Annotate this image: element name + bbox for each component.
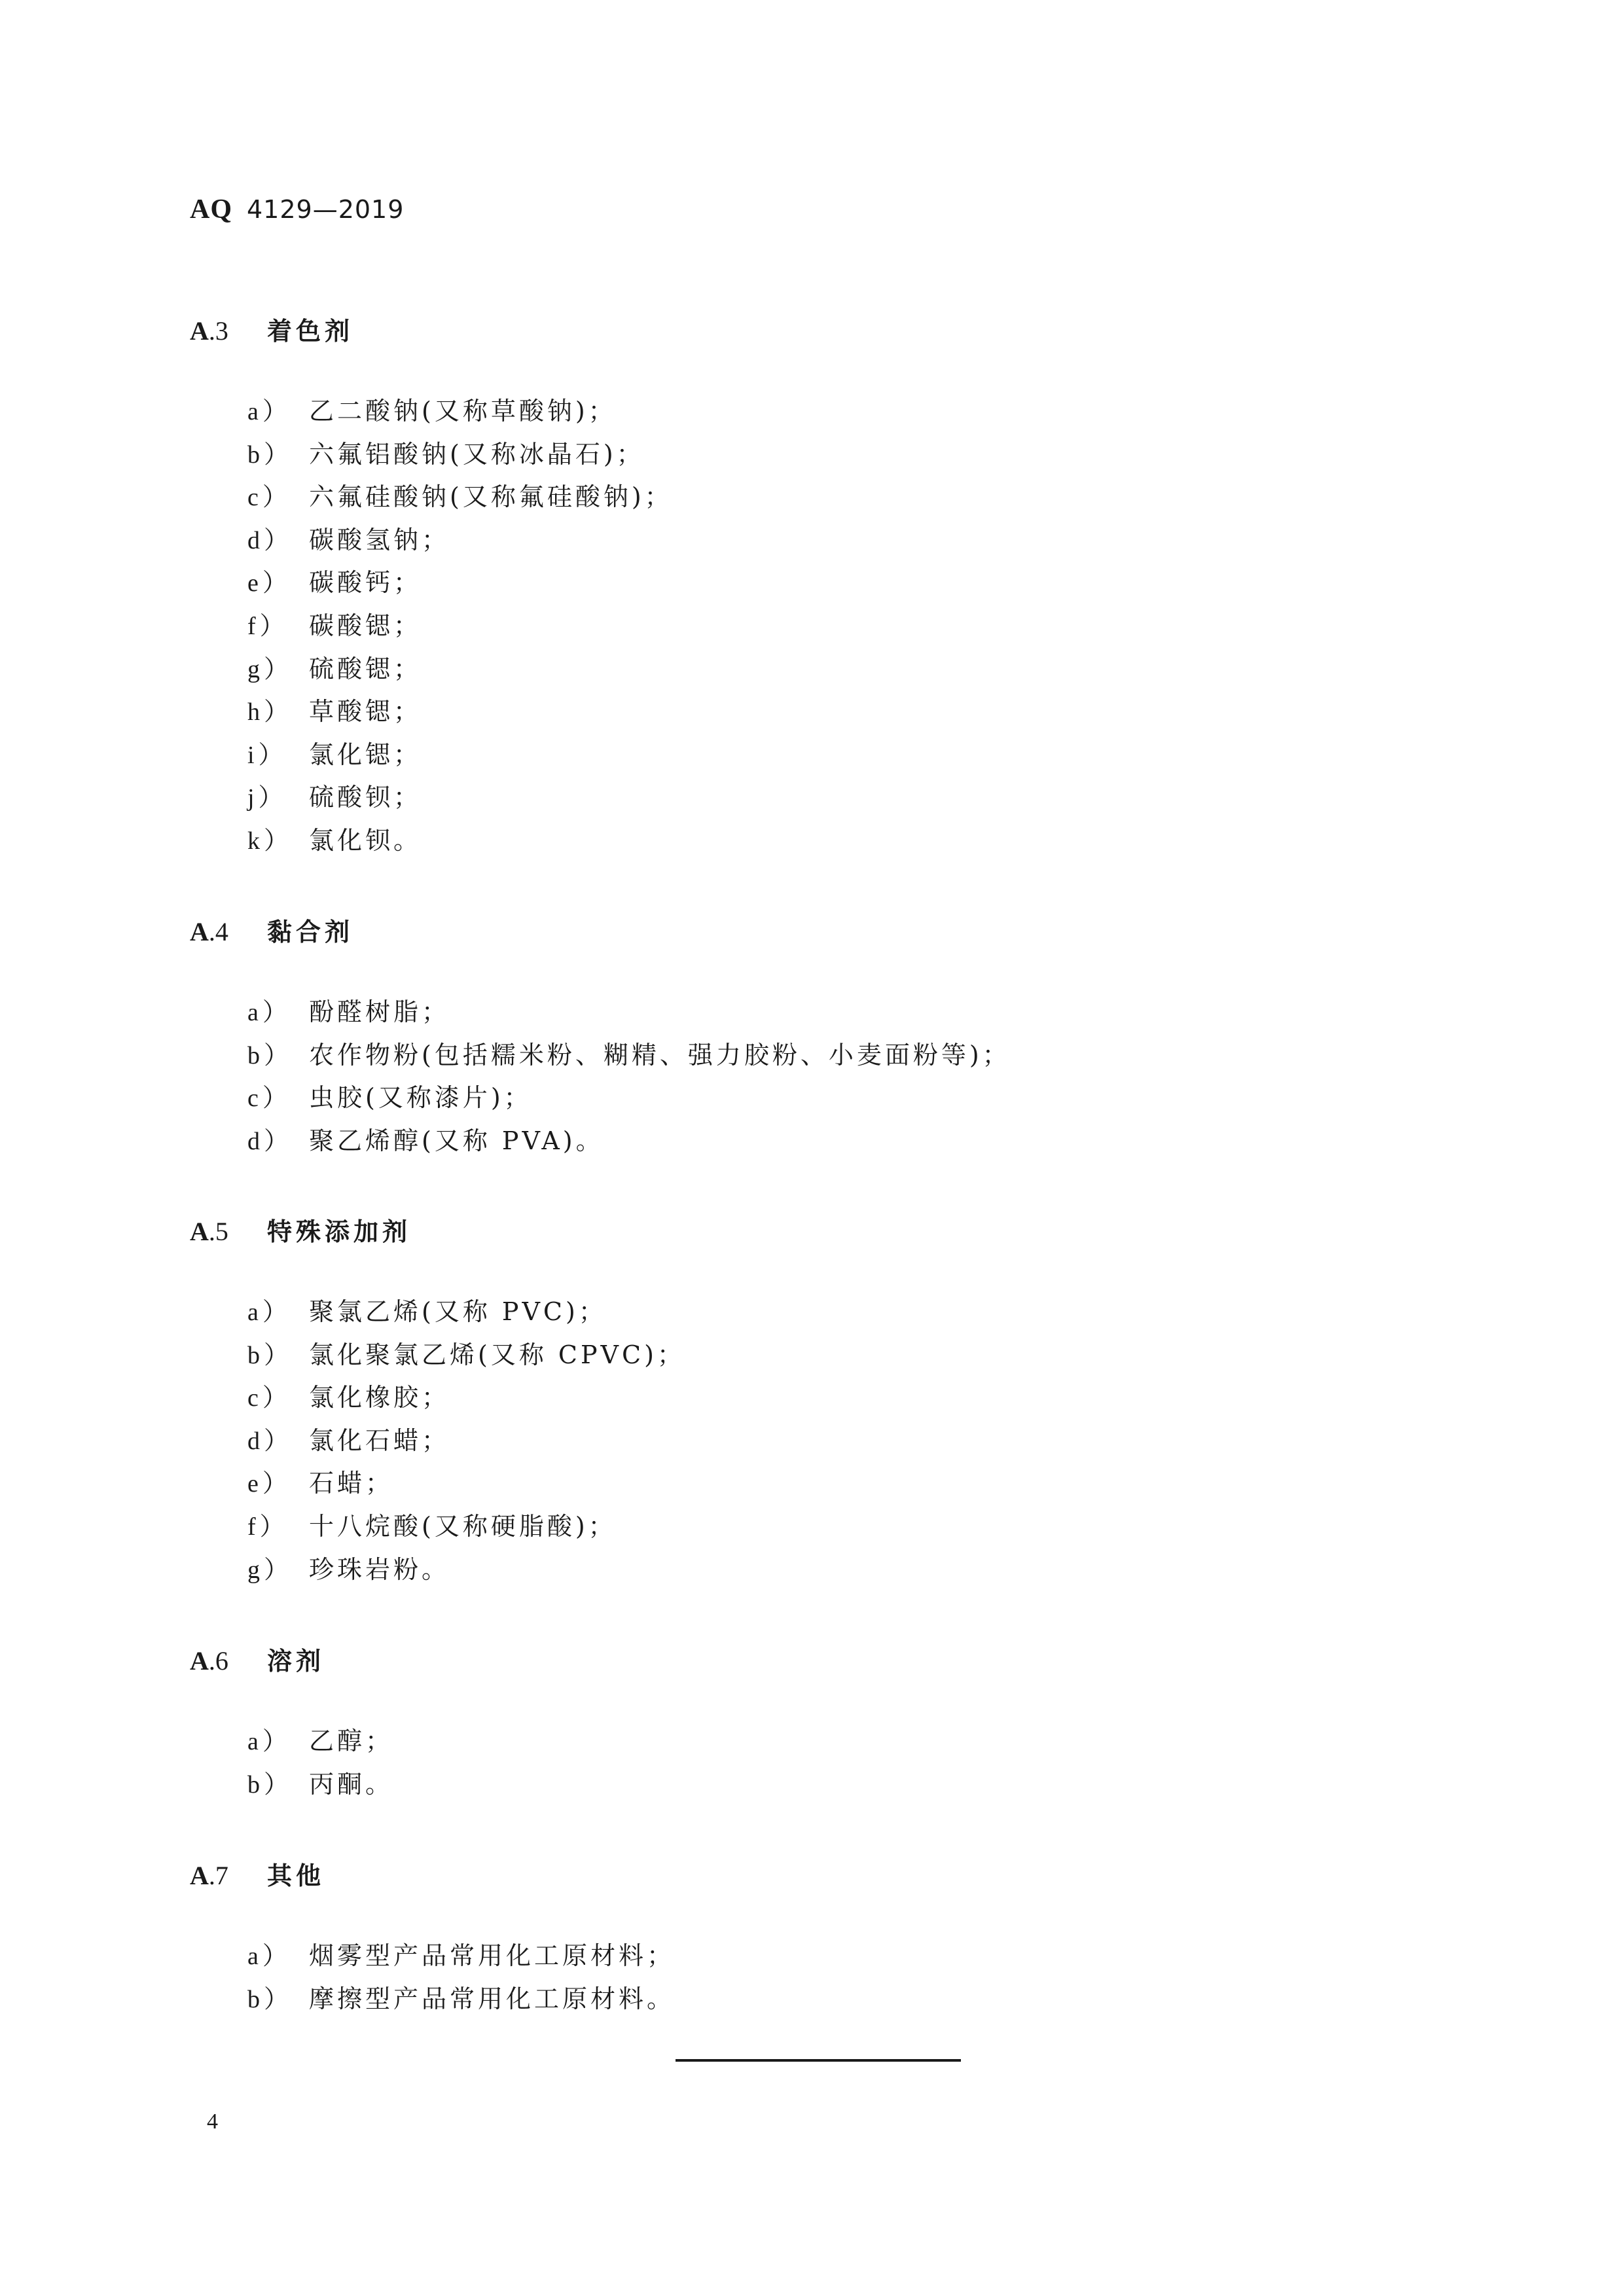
section-title: 黏合剂: [267, 918, 354, 946]
list-marker: a）: [247, 1299, 291, 1326]
list-marker: h）: [247, 698, 293, 726]
list-marker: e）: [247, 569, 291, 598]
list-marker: b）: [247, 1341, 293, 1369]
page-number: 4: [207, 2109, 218, 2134]
list-item-text: 聚氯乙烯(又称 PVC)；: [309, 1297, 607, 1326]
section-title: 其他: [267, 1861, 325, 1890]
list-item-text: 烟雾型产品常用化工原材料；: [309, 1941, 676, 1970]
list-marker: f）: [247, 612, 289, 640]
section-number: A.7: [190, 1861, 228, 1890]
list-item: [247, 562, 673, 605]
section-list-a4: [247, 991, 1011, 1162]
section-heading-a6: [190, 1641, 325, 1681]
list-marker: b）: [247, 1041, 293, 1069]
list-marker: d）: [247, 1427, 293, 1455]
list-marker: j）: [247, 784, 287, 812]
section-list-a5: [247, 1291, 685, 1591]
list-item: [247, 390, 673, 433]
list-item: [247, 1763, 393, 1806]
list-item-text: 乙二酸钠(又称草酸钠)；: [309, 397, 617, 425]
list-item-text: 氯化石蜡；: [309, 1426, 450, 1455]
list-marker: k）: [247, 827, 293, 855]
section-heading-a3: [190, 312, 353, 351]
section-list-a3: [247, 390, 673, 863]
section-list-a6: [247, 1720, 393, 1806]
list-item: [247, 433, 673, 476]
section-heading-a4: [190, 912, 353, 952]
section-number: A.5: [190, 1217, 228, 1246]
document-code: [190, 191, 404, 228]
list-marker: g）: [247, 1556, 293, 1584]
list-marker: c）: [247, 484, 291, 512]
list-item-text: 氯化橡胶；: [309, 1383, 450, 1412]
list-item-text: 乙醇；: [309, 1727, 394, 1755]
section-number: A.6: [190, 1646, 228, 1676]
list-item-text: 六氟硅酸钠(又称氟硅酸钠)；: [309, 482, 673, 512]
list-item-text: 硫酸钡；: [309, 783, 422, 812]
list-marker: c）: [247, 1384, 291, 1412]
list-item-text: 农作物粉(包括糯米粉、糊精、强力胶粉、小麦面粉等)；: [309, 1040, 1011, 1069]
list-marker: b）: [247, 440, 293, 469]
list-item: [247, 734, 673, 777]
list-item-text: 六氟铝酸钠(又称冰晶石)；: [309, 439, 645, 469]
end-of-document-rule: [676, 2059, 961, 2062]
list-item: [247, 776, 673, 819]
list-item-text: 丙酮。: [309, 1769, 394, 1799]
section-list-a7: [247, 1935, 675, 2020]
list-marker: a）: [247, 1943, 291, 1970]
section-title: 着色剂: [267, 317, 354, 346]
standard-number: 4129—2019: [247, 195, 405, 224]
list-item: [247, 1462, 685, 1505]
list-item: [247, 691, 673, 734]
list-item: [247, 1034, 1011, 1077]
list-item: [247, 819, 673, 863]
list-marker: f）: [247, 1513, 289, 1541]
list-item-text: 碳酸锶；: [309, 611, 422, 640]
list-item-text: 氯化锶；: [309, 740, 422, 769]
section-number: A.4: [190, 917, 228, 946]
list-item-text: 珍珠岩粉。: [309, 1554, 450, 1584]
list-item: [247, 1978, 675, 2021]
list-item-text: 氯化钡。: [309, 825, 422, 855]
list-marker: a）: [247, 1728, 291, 1755]
list-item: [247, 1720, 393, 1763]
list-item: [247, 648, 673, 691]
list-item-text: 碳酸氢钠；: [309, 525, 450, 554]
list-item-text: 碳酸钙；: [309, 568, 422, 598]
list-marker: g）: [247, 655, 293, 683]
list-item-text: 石蜡；: [309, 1469, 394, 1498]
list-marker: b）: [247, 1985, 293, 2013]
list-marker: c）: [247, 1085, 291, 1113]
list-item: [247, 1291, 685, 1334]
list-item: [247, 1549, 685, 1592]
list-marker: e）: [247, 1470, 291, 1498]
list-item-text: 虫胶(又称漆片)；: [309, 1083, 532, 1113]
section-title: 特殊添加剂: [267, 1217, 412, 1246]
section-number: A.3: [190, 316, 228, 346]
list-item-text: 氯化聚氯乙烯(又称 CPVC)；: [309, 1340, 685, 1369]
list-item-text: 硫酸锶；: [309, 654, 422, 683]
list-item: [247, 991, 1011, 1034]
list-item-text: 十八烷酸(又称硬脂酸)；: [309, 1511, 617, 1541]
list-marker: b）: [247, 1770, 293, 1799]
list-marker: a）: [247, 999, 291, 1026]
list-item: [247, 476, 673, 519]
list-marker: i）: [247, 741, 287, 769]
list-item: [247, 1120, 1011, 1163]
list-item: [247, 1935, 675, 1978]
list-marker: d）: [247, 526, 293, 554]
list-item: [247, 1505, 685, 1549]
section-heading-a5: [190, 1212, 411, 1251]
list-marker: a）: [247, 398, 291, 425]
list-item-text: 草酸锶；: [309, 697, 422, 726]
list-item: [247, 519, 673, 562]
list-item: [247, 1420, 685, 1463]
list-item: [247, 1077, 1011, 1120]
list-item: [247, 1376, 685, 1420]
list-marker: d）: [247, 1127, 293, 1155]
list-item-text: 聚乙烯醇(又称 PVA)。: [309, 1126, 604, 1155]
section-heading-a7: [190, 1856, 325, 1895]
list-item: [247, 605, 673, 648]
list-item-text: 酚醛树脂；: [309, 997, 450, 1026]
section-title: 溶剂: [267, 1647, 325, 1676]
list-item-text: 摩擦型产品常用化工原材料。: [309, 1984, 676, 2013]
standard-prefix: AQ: [190, 194, 232, 224]
list-item: [247, 1334, 685, 1377]
